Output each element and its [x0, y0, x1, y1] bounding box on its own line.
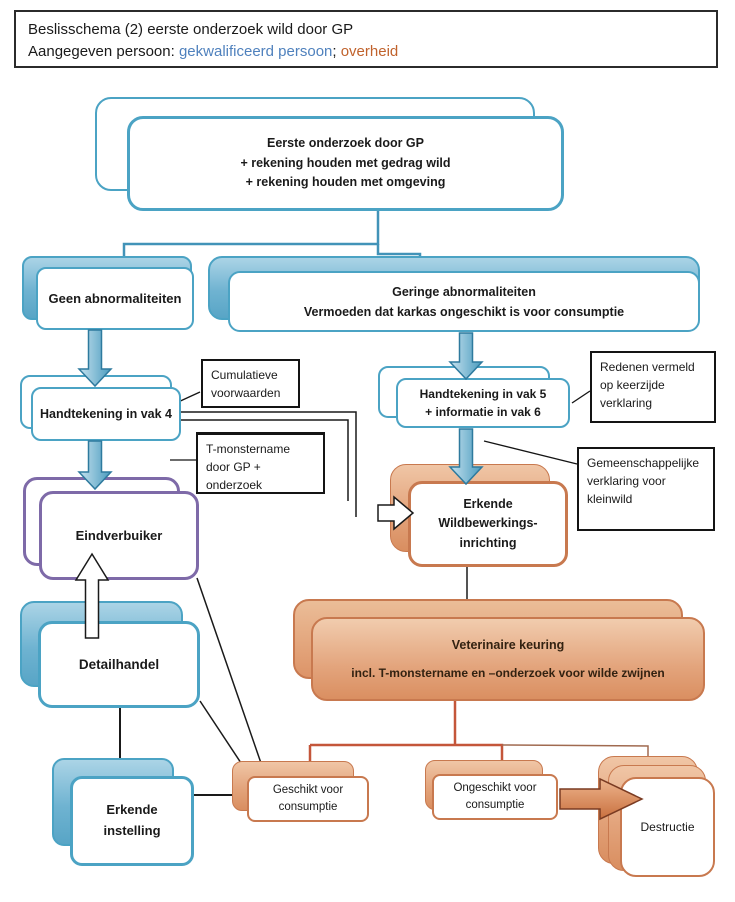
- node-destructie-label: Destructie: [640, 820, 695, 834]
- callout-redenen-line1: Redenen vermeld: [600, 360, 695, 374]
- node-geringe-line1: Geringe abnormaliteiten: [392, 284, 536, 299]
- node-geschikt-line1: Geschikt voor: [272, 784, 344, 797]
- node-eindverbruiker: [39, 491, 199, 580]
- node-vak4-label: Handtekening in vak 4: [40, 407, 172, 421]
- node-erkende-instelling: [70, 776, 194, 866]
- diagram-subtitle: [28, 41, 704, 63]
- callout-gemeenschappelijke-line3: kleinwild: [587, 492, 633, 506]
- node-wildbewerking-line2: Wildbewerkings-: [438, 516, 538, 531]
- node-ongeschikt-line2: consumptie: [465, 799, 525, 811]
- subtitle-prefix: Aangegeven persoon:: [28, 42, 179, 60]
- node-eerste-onderzoek-line1: Eerste onderzoek door GP: [267, 136, 424, 151]
- callout-redenen: [590, 351, 716, 423]
- node-destructie: [620, 777, 715, 877]
- node-erkende-instelling-line2: instelling: [103, 823, 161, 838]
- node-veterinaire: [311, 617, 705, 701]
- callout-gemeenschappelijke-line1: Gemeenschappelijke: [587, 456, 700, 470]
- node-veterinaire-line2: incl. T-monstername en –onderzoek voor wilde zwijnen: [351, 666, 665, 680]
- node-vak5: [396, 378, 570, 428]
- node-detailhandel: [38, 621, 200, 708]
- callout-cumulatieve-line2: voorwaarden: [211, 386, 281, 400]
- callout-redenen-line2: op keerzijde: [600, 378, 665, 392]
- node-geschikt: [247, 776, 369, 822]
- node-wildbewerking: [408, 481, 568, 567]
- subtitle-authority: overheid: [340, 42, 399, 60]
- node-eindverbruiker-label: Eindverbuiker: [75, 528, 163, 543]
- callout-t-monstername-line1: T-monstername: [206, 442, 291, 456]
- callout-gemeenschappelijke: [577, 447, 715, 531]
- node-eerste-onderzoek-line3: + rekening houden met omgeving: [245, 175, 446, 190]
- subtitle-separator: ;: [332, 42, 341, 60]
- node-wildbewerking-line1: Erkende: [463, 496, 513, 511]
- node-vak5-line1: Handtekening in vak 5: [419, 387, 547, 401]
- callout-t-monstername-line2: door GP +: [206, 460, 261, 474]
- node-geringe-abnormaliteiten: [228, 271, 700, 332]
- node-ongeschikt: [432, 774, 558, 820]
- callout-gemeenschappelijke-line2: verklaring voor: [587, 474, 666, 488]
- node-geen-abnormaliteiten: [36, 267, 194, 330]
- node-detailhandel-label: Detailhandel: [78, 657, 160, 672]
- callout-redenen-line3: verklaring: [600, 396, 653, 410]
- node-eerste-onderzoek-line2: + rekening houden met gedrag wild: [240, 155, 451, 170]
- node-geen-abnormaliteiten-label: Geen abnormaliteiten: [48, 291, 182, 306]
- callout-t-monstername: [196, 432, 325, 494]
- callout-cumulatieve: [201, 359, 300, 408]
- node-ongeschikt-line1: Ongeschikt voor: [453, 782, 537, 795]
- node-vak5-line2: + informatie in vak 6: [425, 405, 541, 419]
- node-veterinaire-line1: Veterinaire keuring: [451, 638, 565, 652]
- diagram-title-box: [14, 10, 718, 68]
- subtitle-qualified-person: gekwalificeerd persoon: [178, 42, 333, 60]
- node-vak4: [31, 387, 181, 441]
- node-geschikt-line2: consumptie: [278, 801, 338, 813]
- diagram-title: Beslisschema (2) eerste onderzoek wild door GP: [28, 21, 354, 38]
- node-wildbewerking-line3: inrichting: [459, 535, 517, 550]
- callout-t-monstername-line3: onderzoek: [206, 478, 263, 492]
- node-eerste-onderzoek: [127, 116, 564, 211]
- node-geringe-line2: Vermoeden dat karkas ongeschikt is voor consumptie: [303, 304, 625, 319]
- node-erkende-instelling-line1: Erkende: [106, 802, 158, 818]
- callout-cumulatieve-line1: Cumulatieve: [211, 368, 278, 382]
